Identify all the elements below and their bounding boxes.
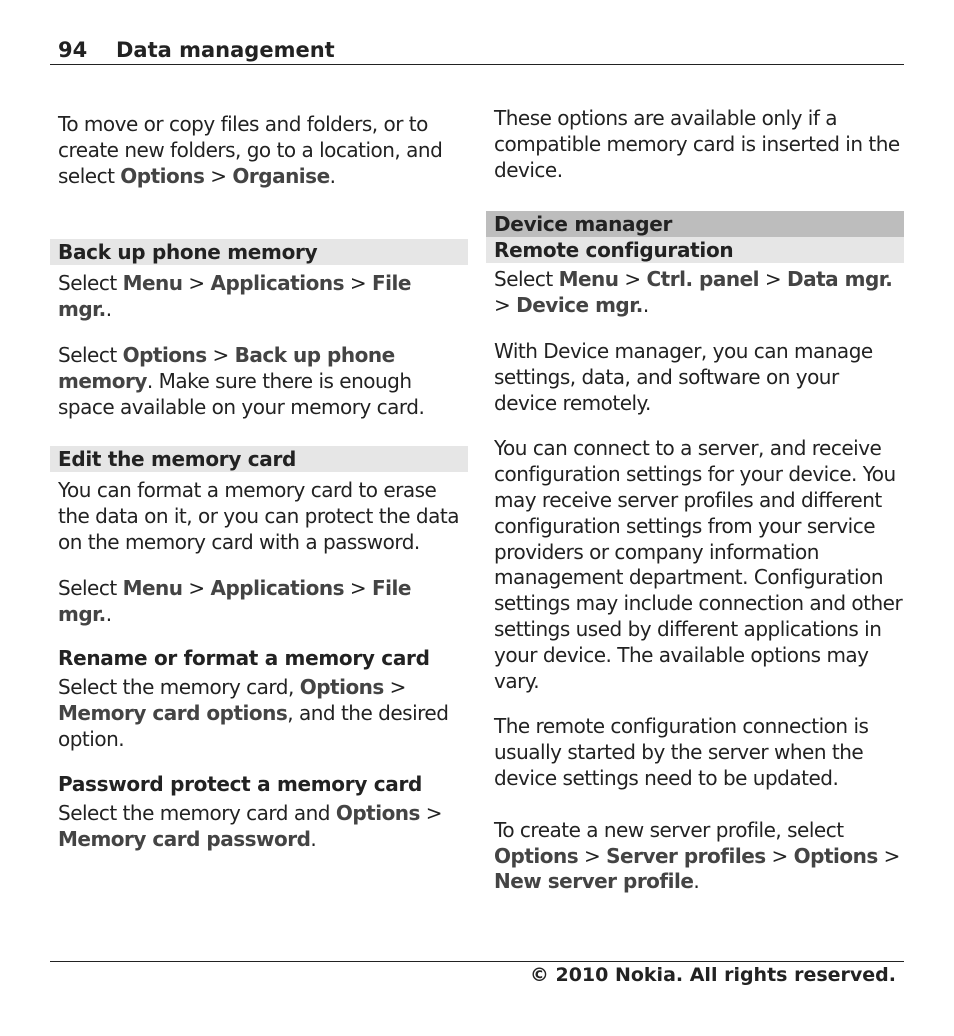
server-config-paragraph: You can connect to a server, and receive configuration settings for your device. You may receive server profiles and different configuration settings from your service providers or company information management department. Configuration settings may include connection and other settings used by different applications in your device. The available options may vary. — [494, 436, 903, 693]
remote-connection-paragraph: The remote configuration connection is usually started by the server when the device settings need to be updated. — [494, 714, 869, 790]
footer-divider — [50, 961, 904, 962]
options-link: Options — [120, 163, 205, 188]
device-manager-heading: Device manager — [486, 211, 904, 237]
rename-heading: Rename or format a memory card — [58, 646, 430, 671]
backup-path-paragraph: Select Menu > Applications > File mgr.. — [58, 271, 411, 322]
device-mgr-path-paragraph: Select Menu > Ctrl. panel > Data mgr. > Device mgr.. — [494, 267, 893, 318]
page-header — [50, 36, 904, 65]
password-heading: Password protect a memory card — [58, 771, 423, 796]
intro-paragraph: To move or copy files and folders, or to create new folders, go to a location, and select Options > Organise. — [58, 112, 443, 188]
left-column — [50, 112, 468, 852]
page-number: 94 — [58, 38, 88, 62]
remote-config-heading: Remote configuration — [486, 237, 904, 263]
rename-paragraph: Select the memory card, Options > Memory card options, and the desired option. — [58, 675, 449, 751]
backup-heading: Back up phone memory — [50, 239, 468, 265]
edit-card-heading: Edit the memory card — [50, 446, 468, 472]
organise-link: Organise — [232, 163, 330, 188]
new-profile-paragraph: To create a new server profile, select Options > Server profiles > Options > New server profile. — [494, 817, 900, 894]
chapter-title: Data management — [116, 38, 335, 62]
availability-paragraph: These options are available only if a compatible memory card is inserted in the device. — [494, 106, 900, 182]
copyright-notice: © 2010 Nokia. All rights reserved. — [529, 964, 896, 986]
edit-path-paragraph: Select Menu > Applications > File mgr.. — [58, 575, 411, 626]
backup-options-paragraph: Select Options > Back up phone memory. Make sure there is enough space available on your memory card. — [58, 342, 425, 419]
password-paragraph: Select the memory card and Options > Memory card password. — [58, 800, 443, 851]
device-mgr-description: With Device manager, you can manage settings, data, and software on your device remotely. — [494, 338, 873, 415]
right-column — [486, 106, 904, 895]
edit-card-paragraph: You can format a memory card to erase the data on it, or you can protect the data on the memory card with a password. — [58, 478, 459, 554]
